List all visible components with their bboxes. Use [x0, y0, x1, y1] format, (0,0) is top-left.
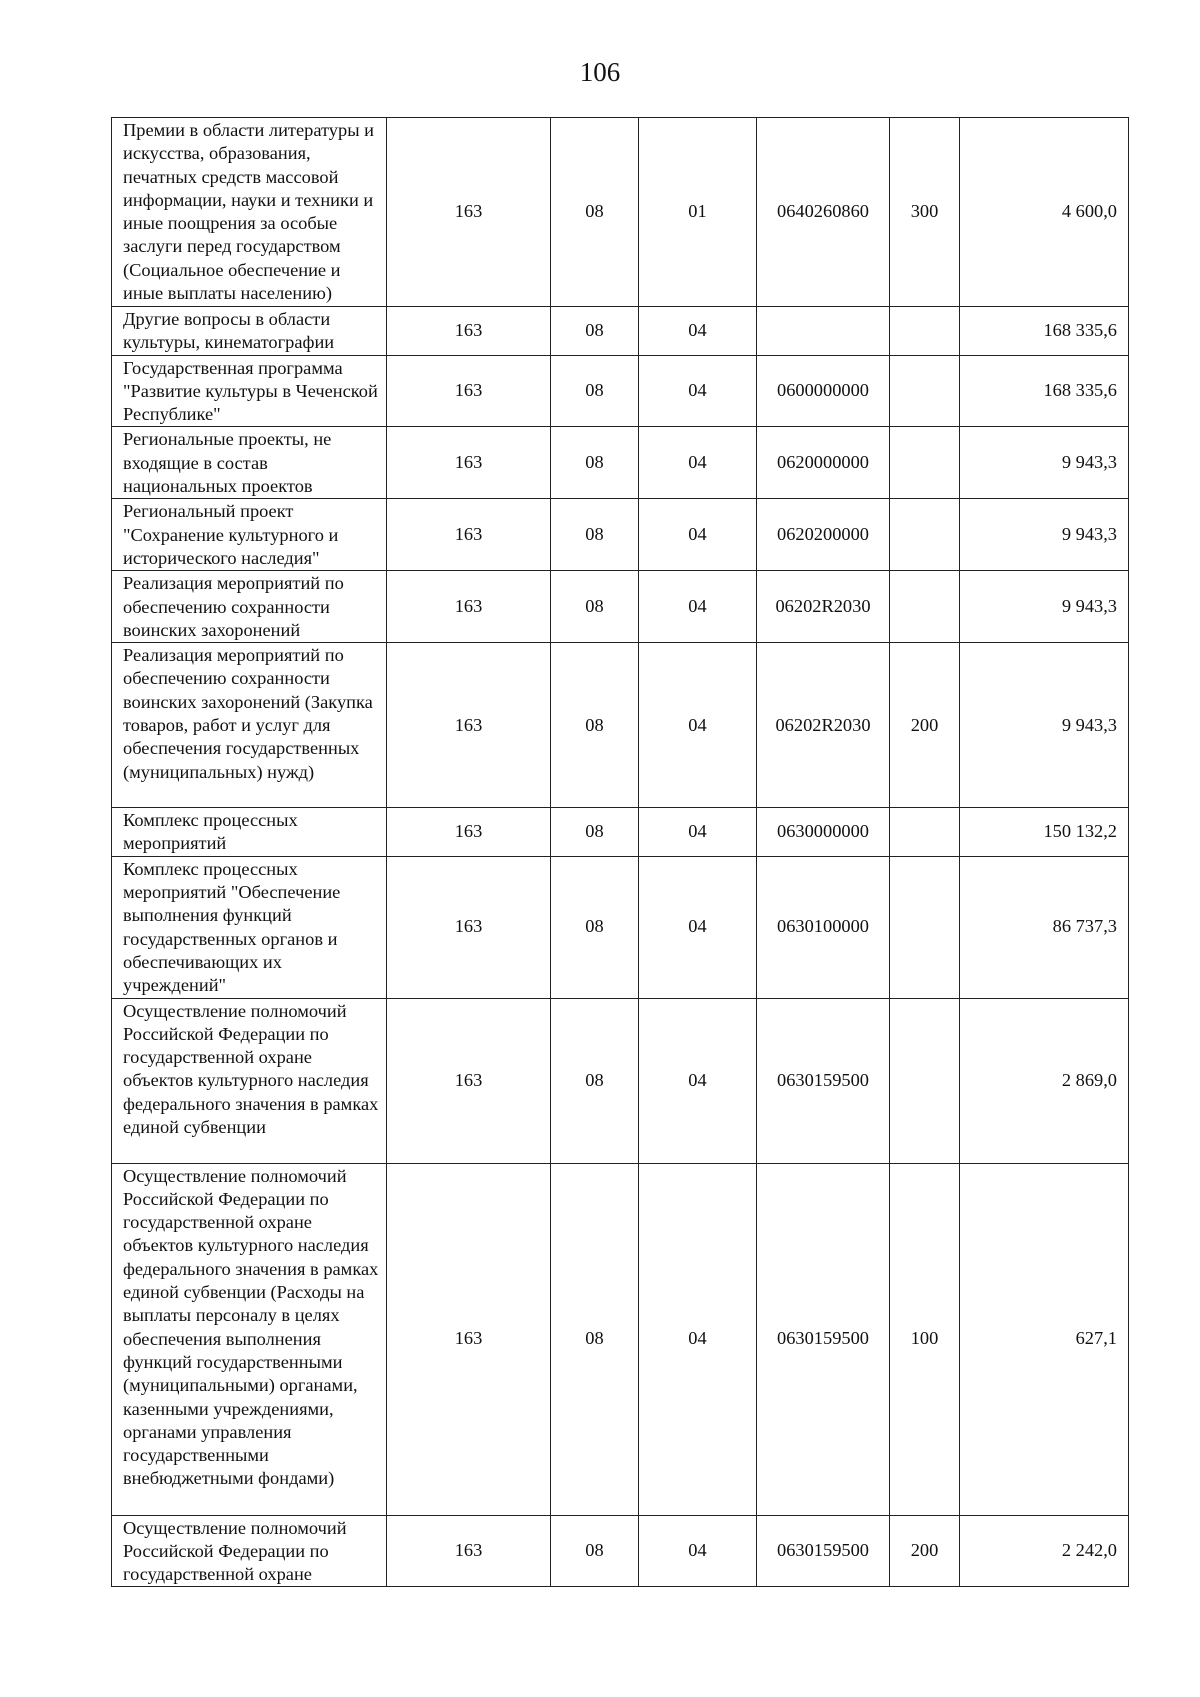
agency-code-cell: 163 — [387, 427, 551, 499]
expense-type-cell — [890, 307, 960, 356]
amount-cell: 4 600,0 — [960, 118, 1129, 307]
amount-cell: 2 242,0 — [960, 1515, 1129, 1587]
agency-code-cell: 163 — [387, 998, 551, 1163]
table-row — [112, 643, 1129, 808]
amount-cell: 86 737,3 — [960, 856, 1129, 998]
subsection-cell: 04 — [639, 1163, 757, 1515]
target-article-cell: 0630000000 — [757, 808, 890, 857]
row-name-cell: Комплекс процессных мероприятий "Обеспечение выполнения функций государственных органов и обеспечивающих их учреждений" — [112, 856, 387, 998]
row-name-cell: Региональный проект "Сохранение культурного и исторического наследия" — [112, 499, 387, 571]
row-name-cell: Реализация мероприятий по обеспечению сохранности воинских захоронений (Закупка товаров, работ и услуг для обеспечения государственных (муниципальных) нужд) — [112, 643, 387, 808]
row-name-cell: Региональные проекты, не входящие в состав национальных проектов — [112, 427, 387, 499]
target-article-cell — [757, 307, 890, 356]
table-row — [112, 856, 1129, 998]
target-article-cell: 0600000000 — [757, 355, 890, 427]
subsection-cell: 04 — [639, 355, 757, 427]
row-name-cell: Премии в области литературы и искусства, образования, печатных средств массовой информации, науки и техники и иные поощрения за особые заслуги перед государством (Социальное обеспечение и иные выплаты населению) — [112, 118, 387, 307]
row-name-cell: Реализация мероприятий по обеспечению сохранности воинских захоронений — [112, 571, 387, 643]
section-cell: 08 — [551, 808, 639, 857]
agency-code-cell: 163 — [387, 1515, 551, 1587]
row-name-cell: Комплекс процессных мероприятий — [112, 808, 387, 857]
amount-cell: 627,1 — [960, 1163, 1129, 1515]
subsection-cell: 04 — [639, 643, 757, 808]
amount-cell: 168 335,6 — [960, 355, 1129, 427]
row-name-cell: Государственная программа "Развитие культуры в Чеченской Республике" — [112, 355, 387, 427]
target-article-cell: 0630100000 — [757, 856, 890, 998]
row-name-cell: Осуществление полномочий Российской Федерации по государственной охране объектов культурного наследия федерального значения в рамках единой субвенции — [112, 998, 387, 1163]
subsection-cell: 04 — [639, 856, 757, 998]
target-article-cell: 0630159500 — [757, 1515, 890, 1587]
target-article-cell: 0630159500 — [757, 998, 890, 1163]
target-article-cell: 0630159500 — [757, 1163, 890, 1515]
section-cell: 08 — [551, 571, 639, 643]
expense-type-cell: 200 — [890, 643, 960, 808]
budget-table — [111, 117, 1129, 1587]
row-name-cell: Осуществление полномочий Российской Федерации по государственной охране — [112, 1515, 387, 1587]
subsection-cell: 04 — [639, 1515, 757, 1587]
table-row — [112, 1515, 1129, 1587]
section-cell: 08 — [551, 118, 639, 307]
expense-type-cell — [890, 427, 960, 499]
expense-type-cell — [890, 571, 960, 643]
agency-code-cell: 163 — [387, 1163, 551, 1515]
subsection-cell: 04 — [639, 808, 757, 857]
section-cell: 08 — [551, 499, 639, 571]
agency-code-cell: 163 — [387, 355, 551, 427]
table-row — [112, 427, 1129, 499]
expense-type-cell — [890, 499, 960, 571]
agency-code-cell: 163 — [387, 856, 551, 998]
amount-cell: 2 869,0 — [960, 998, 1129, 1163]
table-row — [112, 307, 1129, 356]
agency-code-cell: 163 — [387, 643, 551, 808]
amount-cell: 9 943,3 — [960, 427, 1129, 499]
page-number: 106 — [579, 57, 621, 87]
amount-cell: 9 943,3 — [960, 571, 1129, 643]
subsection-cell: 04 — [639, 427, 757, 499]
expense-type-cell: 300 — [890, 118, 960, 307]
section-cell: 08 — [551, 998, 639, 1163]
agency-code-cell: 163 — [387, 571, 551, 643]
amount-cell: 150 132,2 — [960, 808, 1129, 857]
target-article-cell: 0620000000 — [757, 427, 890, 499]
section-cell: 08 — [551, 355, 639, 427]
row-name-cell: Другие вопросы в области культуры, кинематографии — [112, 307, 387, 356]
agency-code-cell: 163 — [387, 808, 551, 857]
expense-type-cell: 200 — [890, 1515, 960, 1587]
expense-type-cell: 100 — [890, 1163, 960, 1515]
target-article-cell: 0640260860 — [757, 118, 890, 307]
section-cell: 08 — [551, 643, 639, 808]
section-cell: 08 — [551, 1515, 639, 1587]
section-cell: 08 — [551, 427, 639, 499]
table-body — [112, 118, 1129, 1587]
table-row — [112, 355, 1129, 427]
row-name-cell: Осуществление полномочий Российской Федерации по государственной охране объектов культурного наследия федерального значения в рамках единой субвенции (Расходы на выплаты персоналу в целях обеспечения выполнения функций государственными (муниципальными) органами, казенными учреждениями, органами управления государственными внебюджетными фондами) — [112, 1163, 387, 1515]
target-article-cell: 06202R2030 — [757, 571, 890, 643]
table-row — [112, 571, 1129, 643]
amount-cell: 9 943,3 — [960, 499, 1129, 571]
table-row — [112, 499, 1129, 571]
agency-code-cell: 163 — [387, 118, 551, 307]
expense-type-cell — [890, 808, 960, 857]
expense-type-cell — [890, 856, 960, 998]
table-row — [112, 118, 1129, 307]
subsection-cell: 01 — [639, 118, 757, 307]
target-article-cell: 06202R2030 — [757, 643, 890, 808]
section-cell: 08 — [551, 856, 639, 998]
amount-cell: 9 943,3 — [960, 643, 1129, 808]
subsection-cell: 04 — [639, 499, 757, 571]
target-article-cell: 0620200000 — [757, 499, 890, 571]
agency-code-cell: 163 — [387, 307, 551, 356]
subsection-cell: 04 — [639, 307, 757, 356]
section-cell: 08 — [551, 1163, 639, 1515]
table-row — [112, 1163, 1129, 1515]
agency-code-cell: 163 — [387, 499, 551, 571]
table-row — [112, 998, 1129, 1163]
subsection-cell: 04 — [639, 998, 757, 1163]
subsection-cell: 04 — [639, 571, 757, 643]
expense-type-cell — [890, 998, 960, 1163]
amount-cell: 168 335,6 — [960, 307, 1129, 356]
table-row — [112, 808, 1129, 857]
expense-type-cell — [890, 355, 960, 427]
section-cell: 08 — [551, 307, 639, 356]
